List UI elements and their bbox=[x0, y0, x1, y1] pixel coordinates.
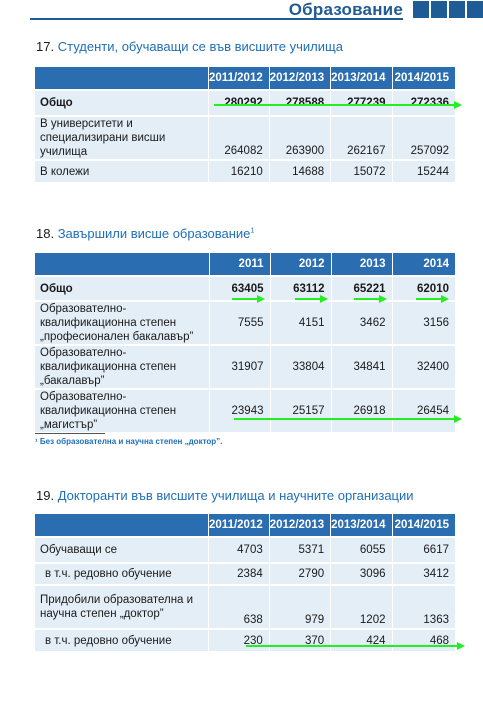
table-cell: 263900 bbox=[269, 116, 330, 160]
header-squares bbox=[413, 1, 483, 18]
header-square bbox=[449, 1, 465, 18]
header-cell-blank bbox=[35, 253, 209, 276]
section-number: 17. bbox=[36, 39, 55, 54]
table-cell: 63112 bbox=[270, 276, 331, 301]
column-header: 2014/2015 bbox=[392, 514, 455, 537]
table-cell: 4703 bbox=[208, 537, 269, 563]
table-cell: 34841 bbox=[331, 345, 392, 389]
row-label: В колежи bbox=[35, 160, 208, 182]
table-cell: 1202 bbox=[331, 585, 392, 629]
table-cell: 6055 bbox=[331, 537, 392, 563]
table-cell: 62010 bbox=[392, 276, 455, 301]
section-title-text: Завършили висше образование bbox=[57, 226, 251, 241]
table-cell: 1363 bbox=[392, 585, 455, 629]
table-cell: 16210 bbox=[208, 160, 269, 182]
footnote-rule bbox=[35, 433, 105, 434]
column-header: 2012 bbox=[270, 253, 331, 276]
table-cell: 979 bbox=[269, 585, 330, 629]
row-label: в т.ч. редовно обучение bbox=[35, 629, 208, 651]
table-students bbox=[35, 67, 455, 182]
table-cell: 5371 bbox=[269, 537, 330, 563]
table-cell: 280292 bbox=[208, 90, 269, 116]
table-row bbox=[35, 585, 455, 629]
row-label: Образователно-квалификационна степен „бакалавър” bbox=[35, 345, 209, 389]
table-row bbox=[35, 301, 455, 345]
table-cell: 230 bbox=[208, 629, 269, 651]
table-cell: 468 bbox=[392, 629, 455, 651]
footnote: ¹ Без образователна и научна степен „доктор”. bbox=[35, 437, 223, 446]
section-number: 19. bbox=[36, 488, 55, 503]
header-cell-blank bbox=[35, 514, 208, 537]
column-header: 2014 bbox=[392, 253, 455, 276]
row-label: Придобили образователна и научна степен „доктор” bbox=[35, 585, 208, 629]
table-cell: 2384 bbox=[208, 563, 269, 585]
header-cell-blank bbox=[35, 67, 208, 90]
table-row bbox=[35, 629, 455, 651]
table-cell: 31907 bbox=[209, 345, 270, 389]
section-18-title bbox=[36, 226, 254, 241]
table-cell: 278588 bbox=[269, 90, 330, 116]
column-header: 2013/2014 bbox=[331, 67, 392, 90]
row-label: Общо bbox=[35, 276, 209, 301]
section-number: 18. bbox=[36, 226, 55, 241]
column-header: 2011/2012 bbox=[208, 67, 269, 90]
table-cell: 3096 bbox=[331, 563, 392, 585]
table-row bbox=[35, 537, 455, 563]
header-title: Образование bbox=[288, 0, 403, 19]
table-row bbox=[35, 563, 455, 585]
table-header-row bbox=[35, 253, 455, 276]
table-cell: 7555 bbox=[209, 301, 270, 345]
table-cell: 25157 bbox=[270, 389, 331, 432]
table-cell: 3156 bbox=[392, 301, 455, 345]
table-cell: 2790 bbox=[269, 563, 330, 585]
table-cell: 15244 bbox=[392, 160, 455, 182]
table-header-row bbox=[35, 67, 455, 90]
table-cell: 638 bbox=[208, 585, 269, 629]
header-square bbox=[431, 1, 447, 18]
table-cell: 3412 bbox=[392, 563, 455, 585]
table-graduates bbox=[35, 253, 455, 432]
row-label: Общо bbox=[35, 90, 208, 116]
table-row bbox=[35, 276, 455, 301]
table-cell: 370 bbox=[269, 629, 330, 651]
table-cell: 277239 bbox=[331, 90, 392, 116]
table-cell: 264082 bbox=[208, 116, 269, 160]
section-19-title bbox=[36, 488, 414, 503]
page-header bbox=[30, 0, 483, 20]
row-label: В университети и специализирани висши училища bbox=[35, 116, 208, 160]
row-label: Образователно-квалификационна степен „професионален бакалавър” bbox=[35, 301, 209, 345]
table-row bbox=[35, 389, 455, 432]
row-label: Образователно-квалификационна степен „магистър” bbox=[35, 389, 209, 432]
table-row bbox=[35, 160, 455, 182]
table-header-row bbox=[35, 514, 455, 537]
table-row bbox=[35, 345, 455, 389]
table-cell: 4151 bbox=[270, 301, 331, 345]
column-header: 2013 bbox=[331, 253, 392, 276]
footnote-marker: 1 bbox=[250, 227, 255, 235]
table-cell: 23943 bbox=[209, 389, 270, 432]
table-cell: 262167 bbox=[331, 116, 392, 160]
table-row bbox=[35, 116, 455, 160]
table-cell: 6617 bbox=[392, 537, 455, 563]
row-label: в т.ч. редовно обучение bbox=[35, 563, 208, 585]
table-cell: 32400 bbox=[392, 345, 455, 389]
table-cell: 14688 bbox=[269, 160, 330, 182]
row-label: Обучаващи се bbox=[35, 537, 208, 563]
section-title-text: Докторанти във висшите училища и научните организации bbox=[57, 488, 414, 503]
table-cell: 65221 bbox=[331, 276, 392, 301]
table-cell: 26918 bbox=[331, 389, 392, 432]
column-header: 2014/2015 bbox=[392, 67, 455, 90]
table-cell: 15072 bbox=[331, 160, 392, 182]
header-square bbox=[413, 1, 429, 18]
table-cell: 3462 bbox=[331, 301, 392, 345]
table-cell: 424 bbox=[331, 629, 392, 651]
table-doctoral bbox=[35, 514, 455, 651]
column-header: 2013/2014 bbox=[331, 514, 392, 537]
table-cell: 63405 bbox=[209, 276, 270, 301]
table-cell: 272336 bbox=[392, 90, 455, 116]
column-header: 2012/2013 bbox=[269, 67, 330, 90]
section-title-text: Студенти, обучаващи се във висшите училища bbox=[57, 39, 343, 54]
column-header: 2011/2012 bbox=[208, 514, 269, 537]
column-header: 2011 bbox=[209, 253, 270, 276]
table-row bbox=[35, 90, 455, 116]
table-cell: 26454 bbox=[392, 389, 455, 432]
table-cell: 257092 bbox=[392, 116, 455, 160]
section-17-title bbox=[36, 39, 343, 54]
header-square bbox=[467, 1, 483, 18]
column-header: 2012/2013 bbox=[269, 514, 330, 537]
table-cell: 33804 bbox=[270, 345, 331, 389]
